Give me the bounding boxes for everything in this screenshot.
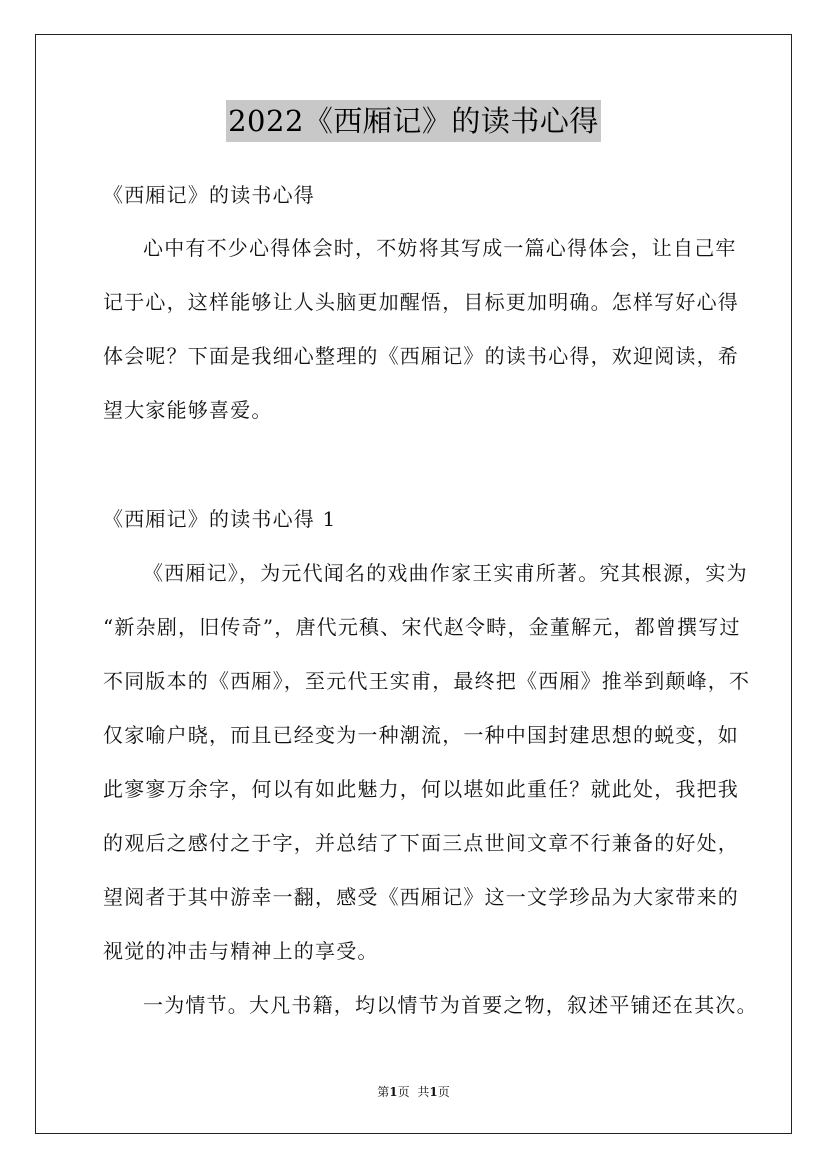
body-line: 望阅者于其中游幸一翻，感受《西厢记》这一文学珍品为大家带来的 — [103, 885, 739, 909]
footer-page-number: 1 — [389, 1085, 398, 1099]
intro-line: 望大家能够喜爱。 — [103, 398, 273, 422]
body-line: 此寥寥万余字，何以有如此魅力，何以堪如此重任？就此处，我把我 — [103, 777, 739, 801]
footer-page-suffix: 页 — [397, 1085, 410, 1099]
footer-total-suffix: 页 — [437, 1085, 450, 1099]
body-line: 《西厢记》，为元代闻名的戏曲作家王实甫所著。究其根源，实为 — [143, 561, 748, 585]
body-line: 不同版本的《西厢》，至元代王实甫，最终把《西厢》推举到颠峰，不 — [103, 669, 751, 693]
subtitle: 《西厢记》的读书心得 — [103, 183, 315, 207]
body-line-last: 一为情节。大凡书籍，均以情节为首要之物，叙述平铺还在其次。 — [143, 993, 758, 1017]
footer-total-prefix: 共 — [417, 1085, 430, 1099]
intro-line: 心中有不少心得体会时，不妨将其写成一篇心得体会，让自己牢 — [143, 236, 737, 260]
intro-line: 体会呢？下面是我细心整理的《西厢记》的读书心得，欢迎阅读，希 — [103, 344, 739, 368]
body-line: 仅家喻户晓，而且已经变为一种潮流，一种中国封建思想的蜕变，如 — [103, 723, 739, 747]
footer-prefix: 第 — [377, 1085, 390, 1099]
body-line: “新杂剧，旧传奇”，唐代元稹、宋代赵令畤，金董解元，都曾撰写过 — [103, 615, 741, 639]
document-title: 2022《西厢记》的读书心得 — [226, 100, 601, 142]
body-line: 的观后之感付之于字，并总结了下面三点世间文章不行兼备的好处， — [103, 831, 739, 855]
intro-line: 记于心，这样能够让人头脑更加醒悟，目标更加明确。怎样写好心得 — [103, 290, 739, 314]
section-heading: 《西厢记》的读书心得 1 — [103, 507, 337, 531]
footer-total-number: 1 — [429, 1085, 438, 1099]
title-container — [0, 100, 827, 142]
body-line: 视觉的冲击与精神上的享受。 — [103, 939, 379, 963]
page-footer — [0, 1083, 827, 1101]
